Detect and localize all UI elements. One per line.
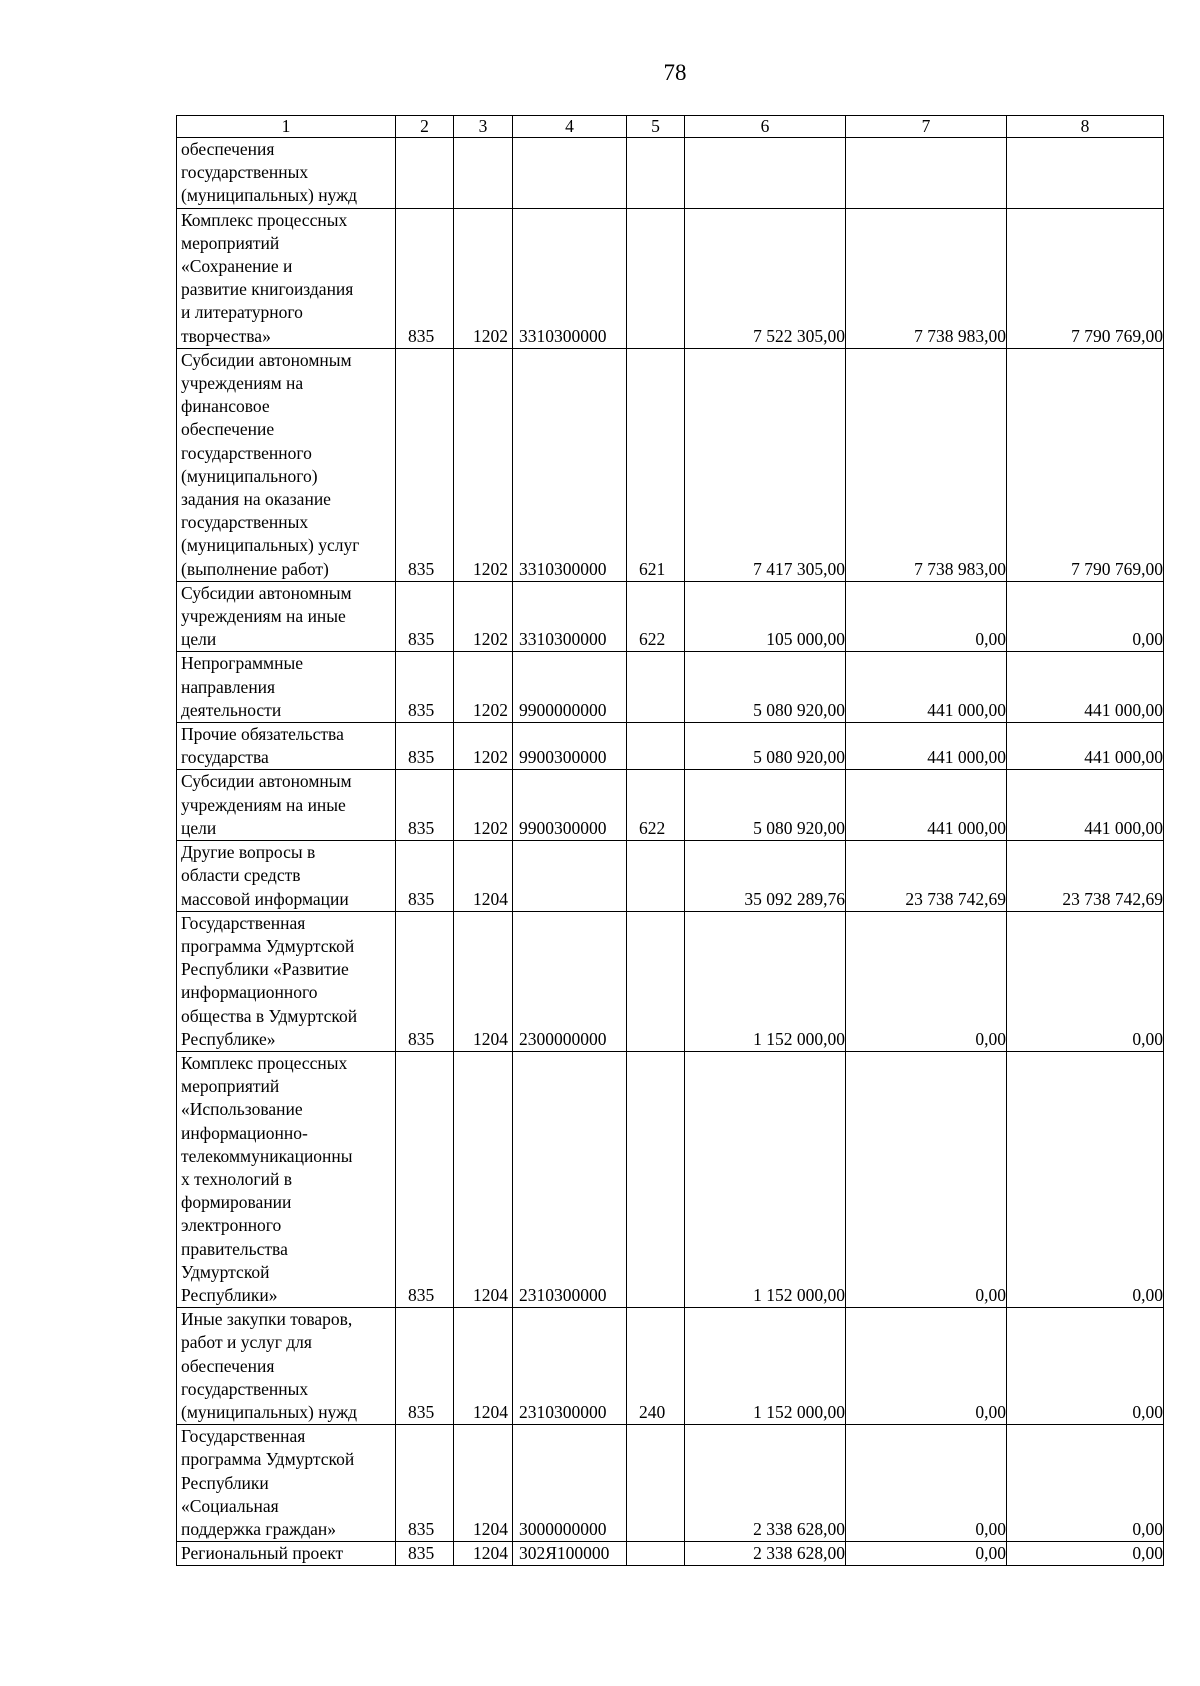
row-expense-type [627, 841, 685, 912]
row-admin-code: 835 [396, 208, 454, 348]
row-amount-col8: 0,00 [1007, 581, 1164, 652]
header-col-8: 8 [1007, 116, 1164, 138]
row-amount-col6 [685, 138, 846, 209]
row-admin-code: 835 [396, 770, 454, 841]
row-name: Государственная программа Удмуртской Республики «Социальная поддержка граждан» [177, 1425, 396, 1542]
row-amount-col7: 441 000,00 [846, 770, 1007, 841]
row-name: обеспечения государственных (муниципальных) нужд [177, 138, 396, 209]
row-amount-col6: 1 152 000,00 [685, 1308, 846, 1425]
row-amount-col7: 441 000,00 [846, 652, 1007, 723]
table-row [177, 841, 1164, 912]
row-name: Иные закупки товаров, работ и услуг для обеспечения государственных (муниципальных) нужд [177, 1308, 396, 1425]
row-target-code: 3310300000 [513, 348, 627, 581]
row-amount-col7: 441 000,00 [846, 723, 1007, 770]
table-row [177, 652, 1164, 723]
row-name: Субсидии автономным учреждениям на иные цели [177, 581, 396, 652]
row-target-code: 9900300000 [513, 723, 627, 770]
row-amount-col8: 23 738 742,69 [1007, 841, 1164, 912]
header-col-2: 2 [396, 116, 454, 138]
row-section-code: 1204 [454, 841, 513, 912]
row-name: Прочие обязательства государства [177, 723, 396, 770]
page-number: 78 [663, 60, 687, 85]
table-row [177, 723, 1164, 770]
row-name: Субсидии автономным учреждениям на иные цели [177, 770, 396, 841]
table-row [177, 208, 1164, 348]
row-amount-col6: 5 080 920,00 [685, 652, 846, 723]
row-expense-type [627, 652, 685, 723]
table-row [177, 1051, 1164, 1307]
row-amount-col6: 5 080 920,00 [685, 770, 846, 841]
header-col-4: 4 [513, 116, 627, 138]
row-amount-col8: 441 000,00 [1007, 723, 1164, 770]
table-row [177, 1308, 1164, 1425]
row-name: Региональный проект [177, 1542, 396, 1566]
row-target-code: 2310300000 [513, 1308, 627, 1425]
table-row [177, 581, 1164, 652]
row-expense-type: 240 [627, 1308, 685, 1425]
row-expense-type: 621 [627, 348, 685, 581]
row-target-code: 3000000000 [513, 1425, 627, 1542]
row-section-code: 1204 [454, 1308, 513, 1425]
row-expense-type [627, 1051, 685, 1307]
row-name: Непрограммные направления деятельности [177, 652, 396, 723]
row-amount-col8: 0,00 [1007, 911, 1164, 1051]
row-section-code [454, 138, 513, 209]
table-row [177, 911, 1164, 1051]
header-col-3: 3 [454, 116, 513, 138]
row-amount-col7: 0,00 [846, 1542, 1007, 1566]
row-section-code: 1202 [454, 581, 513, 652]
row-amount-col7: 0,00 [846, 1425, 1007, 1542]
row-admin-code: 835 [396, 581, 454, 652]
row-amount-col6: 1 152 000,00 [685, 911, 846, 1051]
row-admin-code: 835 [396, 1051, 454, 1307]
row-amount-col6: 2 338 628,00 [685, 1425, 846, 1542]
table-row [177, 138, 1164, 209]
row-admin-code: 835 [396, 911, 454, 1051]
row-target-code: 2300000000 [513, 911, 627, 1051]
row-target-code: 302Я100000 [513, 1542, 627, 1566]
row-section-code: 1204 [454, 1542, 513, 1566]
row-expense-type [627, 208, 685, 348]
row-amount-col6: 7 522 305,00 [685, 208, 846, 348]
row-section-code: 1202 [454, 208, 513, 348]
row-amount-col7: 7 738 983,00 [846, 208, 1007, 348]
row-amount-col6: 5 080 920,00 [685, 723, 846, 770]
row-amount-col7: 0,00 [846, 1051, 1007, 1307]
row-amount-col6: 35 092 289,76 [685, 841, 846, 912]
row-amount-col6: 1 152 000,00 [685, 1051, 846, 1307]
row-target-code: 3310300000 [513, 208, 627, 348]
row-admin-code: 835 [396, 348, 454, 581]
row-amount-col8: 0,00 [1007, 1051, 1164, 1307]
row-amount-col7: 0,00 [846, 581, 1007, 652]
header-col-7: 7 [846, 116, 1007, 138]
row-expense-type [627, 138, 685, 209]
row-name: Субсидии автономным учреждениям на финансовое обеспечение государственного (муниципального) задания на оказание государственных (муниципальных) услуг (выполнение работ) [177, 348, 396, 581]
row-amount-col7: 0,00 [846, 1308, 1007, 1425]
budget-table [176, 115, 1164, 1566]
row-expense-type [627, 723, 685, 770]
row-expense-type [627, 911, 685, 1051]
row-name: Комплекс процессных мероприятий «Сохранение и развитие книгоиздания и литературного творчества» [177, 208, 396, 348]
row-target-code [513, 841, 627, 912]
header-col-6: 6 [685, 116, 846, 138]
row-amount-col6: 7 417 305,00 [685, 348, 846, 581]
row-amount-col8: 441 000,00 [1007, 652, 1164, 723]
row-target-code: 9900000000 [513, 652, 627, 723]
row-amount-col7 [846, 138, 1007, 209]
row-amount-col8: 7 790 769,00 [1007, 208, 1164, 348]
row-amount-col6: 105 000,00 [685, 581, 846, 652]
row-section-code: 1202 [454, 348, 513, 581]
row-target-code: 2310300000 [513, 1051, 627, 1307]
row-admin-code: 835 [396, 652, 454, 723]
header-row [177, 116, 1164, 138]
header-col-5: 5 [627, 116, 685, 138]
row-amount-col7: 0,00 [846, 911, 1007, 1051]
table-row [177, 770, 1164, 841]
row-admin-code: 835 [396, 1425, 454, 1542]
row-expense-type [627, 1425, 685, 1542]
row-admin-code: 835 [396, 1542, 454, 1566]
row-section-code: 1202 [454, 723, 513, 770]
table-row [177, 348, 1164, 581]
row-section-code: 1204 [454, 1425, 513, 1542]
row-target-code: 9900300000 [513, 770, 627, 841]
row-admin-code [396, 138, 454, 209]
row-section-code: 1202 [454, 652, 513, 723]
row-expense-type: 622 [627, 581, 685, 652]
row-target-code [513, 138, 627, 209]
row-name: Другие вопросы в области средств массовой информации [177, 841, 396, 912]
row-admin-code: 835 [396, 1308, 454, 1425]
table-row [177, 1542, 1164, 1566]
row-section-code: 1202 [454, 770, 513, 841]
row-amount-col8: 0,00 [1007, 1425, 1164, 1542]
row-name: Государственная программа Удмуртской Республики «Развитие информационного общества в Удмуртской Республике» [177, 911, 396, 1051]
header-col-1: 1 [177, 116, 396, 138]
row-section-code: 1204 [454, 1051, 513, 1307]
row-name: Комплекс процессных мероприятий «Использование информационно- телекоммуникационны х технологий в формировании электронного правительства Удмуртской Республики» [177, 1051, 396, 1307]
row-amount-col8: 0,00 [1007, 1308, 1164, 1425]
row-amount-col8: 441 000,00 [1007, 770, 1164, 841]
row-amount-col8 [1007, 138, 1164, 209]
row-amount-col7: 23 738 742,69 [846, 841, 1007, 912]
row-amount-col8: 7 790 769,00 [1007, 348, 1164, 581]
row-admin-code: 835 [396, 723, 454, 770]
table-row [177, 1425, 1164, 1542]
row-amount-col8: 0,00 [1007, 1542, 1164, 1566]
row-amount-col7: 7 738 983,00 [846, 348, 1007, 581]
row-section-code: 1204 [454, 911, 513, 1051]
row-admin-code: 835 [396, 841, 454, 912]
row-expense-type: 622 [627, 770, 685, 841]
row-target-code: 3310300000 [513, 581, 627, 652]
row-amount-col6: 2 338 628,00 [685, 1542, 846, 1566]
row-expense-type [627, 1542, 685, 1566]
